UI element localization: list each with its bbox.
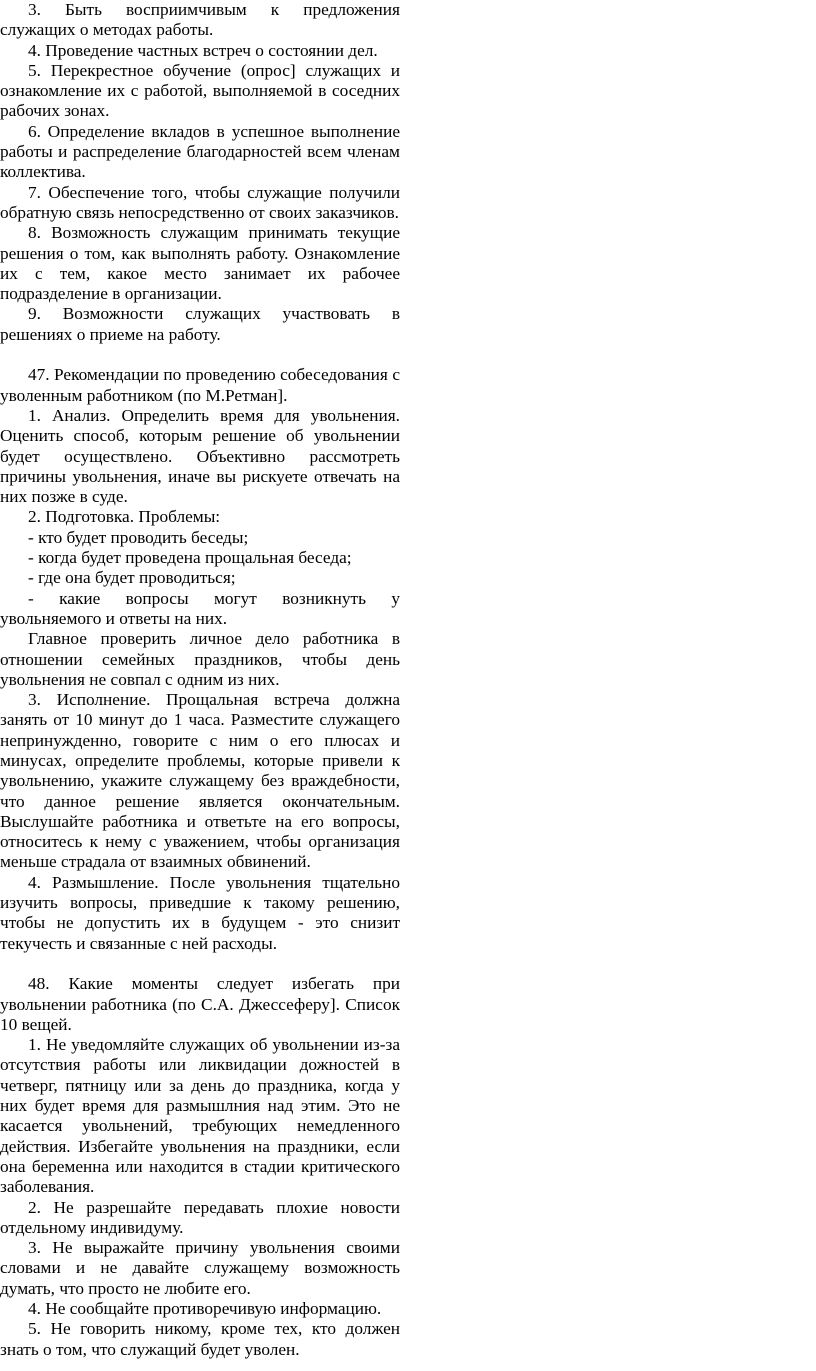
paragraph-item-3: 3. Быть восприимчивым к предложения служащих о методах работы. [0, 0, 400, 40]
paragraph-item-9: 9. Возможности служащих участвовать в решениях о приеме на работу. [0, 304, 400, 344]
paragraph-analysis: 1. Анализ. Определить время для увольнения. Оценить способ, которым решение об увольнении будет осуществлено. Объективно рассмотреть причины увольнения, иначе вы рискуете отвечать на них позже в суде. [0, 405, 400, 507]
section-heading-48: 48. Какие моменты следует избегать при увольнении работника (по С.А. Джессеферу]. Список 10 вещей. [0, 974, 400, 1034]
paragraph-avoid-1: 1. Не уведомляйте служащих об увольнении из-за отсутствия работы или ликвидации дожностей в четверг, пятницу или за день до праздника, когда у них будет время для размышлния над этим. Это не касается увольнений, требующих немедленного действия. Избегайте увольнения на праздники, если она беременна или находится в стадии критического заболевания. [0, 1035, 400, 1197]
paragraph-item-7: 7. Обеспечение того, чтобы служащие получили обратную связь непосредственно от своих заказчиков. [0, 182, 400, 222]
paragraph-item-6: 6. Определение вкладов в успешное выполнение работы и распределение благодарностей всем членам коллектива. [0, 121, 400, 182]
paragraph-avoid-3: 3. Не выражайте причину увольнения своими словами и не давайте служащему возможность думать, что просто не любите его. [0, 1238, 400, 1298]
paragraph-preparation: 2. Подготовка. Проблемы: [28, 507, 221, 527]
paragraph-main-check: Главное проверить личное дело работника в отношении семейных праздников, чтобы день увольнения не совпал с одним из них. [0, 629, 400, 689]
paragraph-avoid-2: 2. Не разрешайте передавать плохие новости отдельному индивидуму. [0, 1197, 400, 1237]
paragraph-execution: 3. Исполнение. Прощальная встреча должна занять от 10 минут до 1 часа. Разместите служащего непринужденно, говорите с ним о его плюсах и минусах, определите проблемы, которые привели к увольнению, укажите служащему без враждебности, что данное решение является окончательным. Выслушайте работника и ответьте на его вопросы, относитесь к нему с уважением, чтобы организация меньше страдала от взаимных обвинений. [0, 690, 400, 872]
section-heading-47: 47. Рекомендации по проведению собеседования с уволенным работником (по М.Ретман]. [0, 365, 400, 405]
paragraph-avoid-5: 5. Не говорить никому, кроме тех, кто должен знать о том, что служащий будет уволен. [0, 1319, 400, 1359]
paragraph-item-4: 4. Проведение частных встреч о состоянии дел. [28, 40, 378, 60]
bullet-item: - когда будет проведена прощальная беседа; [28, 548, 352, 568]
bullet-item: - где она будет проводиться; [28, 568, 236, 588]
bullet-item: - какие вопросы могут возникнуть у увольняемого и ответы на них. [0, 588, 400, 628]
paragraph-reflection: 4. Размышление. После увольнения тщательно изучить вопросы, приведшие к такому решению, чтобы не допустить их в будущем - это снизит текучесть и связанные с ней расходы. [0, 872, 400, 953]
text-column [0, 0, 400, 1360]
bullet-item: - кто будет проводить беседы; [28, 527, 249, 547]
paragraph-item-8: 8. Возможность служащим принимать текущие решения о том, как выполнять работу. Ознакомление их с тем, какое место занимает их рабочее подразделение в организации. [0, 223, 400, 304]
paragraph-item-5: 5. Перекрестное обучение (опрос] служащих и ознакомление их с работой, выполняемой в соседних рабочих зонах. [0, 60, 400, 121]
paragraph-avoid-4: 4. Не сообщайте противоречивую информацию. [28, 1299, 382, 1318]
